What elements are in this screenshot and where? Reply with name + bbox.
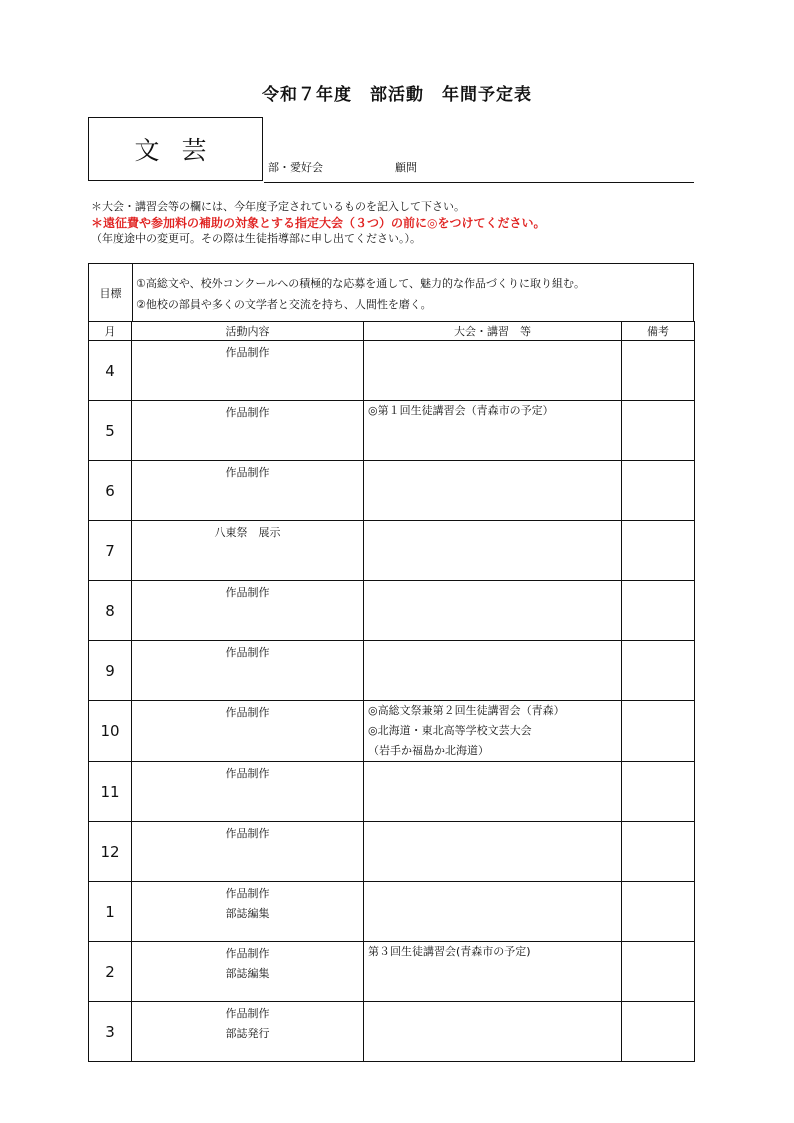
month-cell: 6 bbox=[89, 461, 132, 521]
table-row bbox=[89, 581, 695, 641]
remarks-cell bbox=[622, 641, 695, 701]
event-cell bbox=[364, 521, 622, 581]
month-cell: 3 bbox=[89, 1002, 132, 1062]
activity-cell bbox=[132, 942, 364, 1002]
schedule-table bbox=[88, 321, 695, 1062]
event-line: ◎第１回生徒講習会（青森市の予定） bbox=[368, 404, 554, 417]
month-cell: 10 bbox=[89, 701, 132, 762]
club-suffix-label: 部・愛好会 bbox=[268, 161, 323, 174]
table-row bbox=[89, 461, 695, 521]
header-activity: 活動内容 bbox=[132, 322, 364, 341]
activity-line: 作品制作 bbox=[225, 406, 270, 419]
activity-line: 作品制作 bbox=[225, 827, 270, 840]
event-line: （岩手か福島か北海道） bbox=[368, 744, 489, 757]
table-row bbox=[89, 401, 695, 461]
table-row bbox=[89, 641, 695, 701]
event-line: ◎高総文祭兼第２回生徒講習会（青森） bbox=[368, 704, 565, 717]
activity-line: 作品制作 bbox=[225, 586, 270, 599]
remarks-cell bbox=[622, 822, 695, 882]
event-cell bbox=[364, 1002, 622, 1062]
activity-cell bbox=[132, 341, 364, 401]
page-title: 令和７年度 部活動 年間予定表 bbox=[262, 85, 532, 105]
table-row bbox=[89, 942, 695, 1002]
activity-line: 部誌編集 bbox=[225, 967, 270, 980]
event-line: 第３回生徒講習会(青森市の予定) bbox=[368, 945, 531, 958]
table-row bbox=[89, 762, 695, 822]
activity-cell bbox=[132, 401, 364, 461]
table-row bbox=[89, 822, 695, 882]
activity-line: 作品制作 bbox=[225, 466, 270, 479]
month-cell: 1 bbox=[89, 882, 132, 942]
activity-line: 作品制作 bbox=[225, 346, 270, 359]
month-cell: 7 bbox=[89, 521, 132, 581]
table-row bbox=[89, 1002, 695, 1062]
club-name-box: 文芸 bbox=[88, 117, 263, 181]
table-row bbox=[89, 341, 695, 401]
event-cell bbox=[364, 882, 622, 942]
activity-line: 部誌編集 bbox=[225, 907, 270, 920]
goal-line-1: ①高総文や、校外コンクールへの積極的な応募を通して、魅力的な作品づくりに取り組む。 bbox=[136, 277, 585, 290]
activity-cell bbox=[132, 461, 364, 521]
month-cell: 11 bbox=[89, 762, 132, 822]
activity-cell bbox=[132, 701, 364, 762]
remarks-cell bbox=[622, 762, 695, 822]
event-cell bbox=[364, 641, 622, 701]
goals-text bbox=[136, 273, 585, 315]
table-row bbox=[89, 521, 695, 581]
event-cell bbox=[364, 461, 622, 521]
remarks-cell bbox=[622, 701, 695, 762]
activity-cell bbox=[132, 822, 364, 882]
event-cell bbox=[364, 341, 622, 401]
activity-cell bbox=[132, 882, 364, 942]
header-event: 大会・講習 等 bbox=[364, 322, 622, 341]
header-month: 月 bbox=[89, 322, 132, 341]
remarks-cell bbox=[622, 401, 695, 461]
month-cell: 12 bbox=[89, 822, 132, 882]
goal-line-2: ②他校の部員や多くの文学者と交流を持ち、人間性を磨く。 bbox=[136, 298, 432, 311]
activity-line: 作品制作 bbox=[225, 887, 270, 900]
activity-cell bbox=[132, 581, 364, 641]
remarks-cell bbox=[622, 581, 695, 641]
activity-line: 八東祭 展示 bbox=[214, 526, 281, 539]
advisor-label: 顧問 bbox=[395, 161, 417, 174]
activity-cell bbox=[132, 1002, 364, 1062]
instructions bbox=[91, 199, 545, 247]
table-row bbox=[89, 701, 695, 762]
remarks-cell bbox=[622, 1002, 695, 1062]
event-cell bbox=[364, 401, 622, 461]
goals-label: 目標 bbox=[89, 264, 133, 321]
event-cell bbox=[364, 701, 622, 762]
header-remarks: 備考 bbox=[622, 322, 695, 341]
activity-cell bbox=[132, 641, 364, 701]
table-row bbox=[89, 882, 695, 942]
note-line-3: （年度途中の変更可。その際は生徒指導部に申し出てください。）。 bbox=[91, 232, 421, 245]
month-cell: 4 bbox=[89, 341, 132, 401]
month-cell: 2 bbox=[89, 942, 132, 1002]
remarks-cell bbox=[622, 341, 695, 401]
event-cell bbox=[364, 762, 622, 822]
schedule-body bbox=[89, 341, 695, 1062]
note-line-2-red: ＊遠征費や参加料の補助の対象とする指定大会（３つ）の前に◎をつけてください。 bbox=[91, 216, 546, 230]
remarks-cell bbox=[622, 461, 695, 521]
note-line-1: ＊大会・講習会等の欄には、今年度予定されているものを記入して下さい。 bbox=[91, 200, 465, 213]
remarks-cell bbox=[622, 882, 695, 942]
remarks-cell bbox=[622, 942, 695, 1002]
header-underline bbox=[264, 182, 694, 183]
activity-line: 作品制作 bbox=[225, 947, 270, 960]
goals-box bbox=[88, 263, 694, 321]
month-cell: 8 bbox=[89, 581, 132, 641]
remarks-cell bbox=[622, 521, 695, 581]
event-cell bbox=[364, 822, 622, 882]
activity-line: 作品制作 bbox=[225, 706, 270, 719]
event-line: ◎北海道・東北高等学校文芸大会 bbox=[368, 724, 532, 737]
activity-line: 作品制作 bbox=[225, 1007, 270, 1020]
event-cell bbox=[364, 942, 622, 1002]
activity-line: 作品制作 bbox=[225, 767, 270, 780]
activity-line: 部誌発行 bbox=[225, 1027, 270, 1040]
month-cell: 5 bbox=[89, 401, 132, 461]
header-row bbox=[89, 322, 695, 341]
activity-cell bbox=[132, 521, 364, 581]
activity-line: 作品制作 bbox=[225, 646, 270, 659]
month-cell: 9 bbox=[89, 641, 132, 701]
event-cell bbox=[364, 581, 622, 641]
activity-cell bbox=[132, 762, 364, 822]
